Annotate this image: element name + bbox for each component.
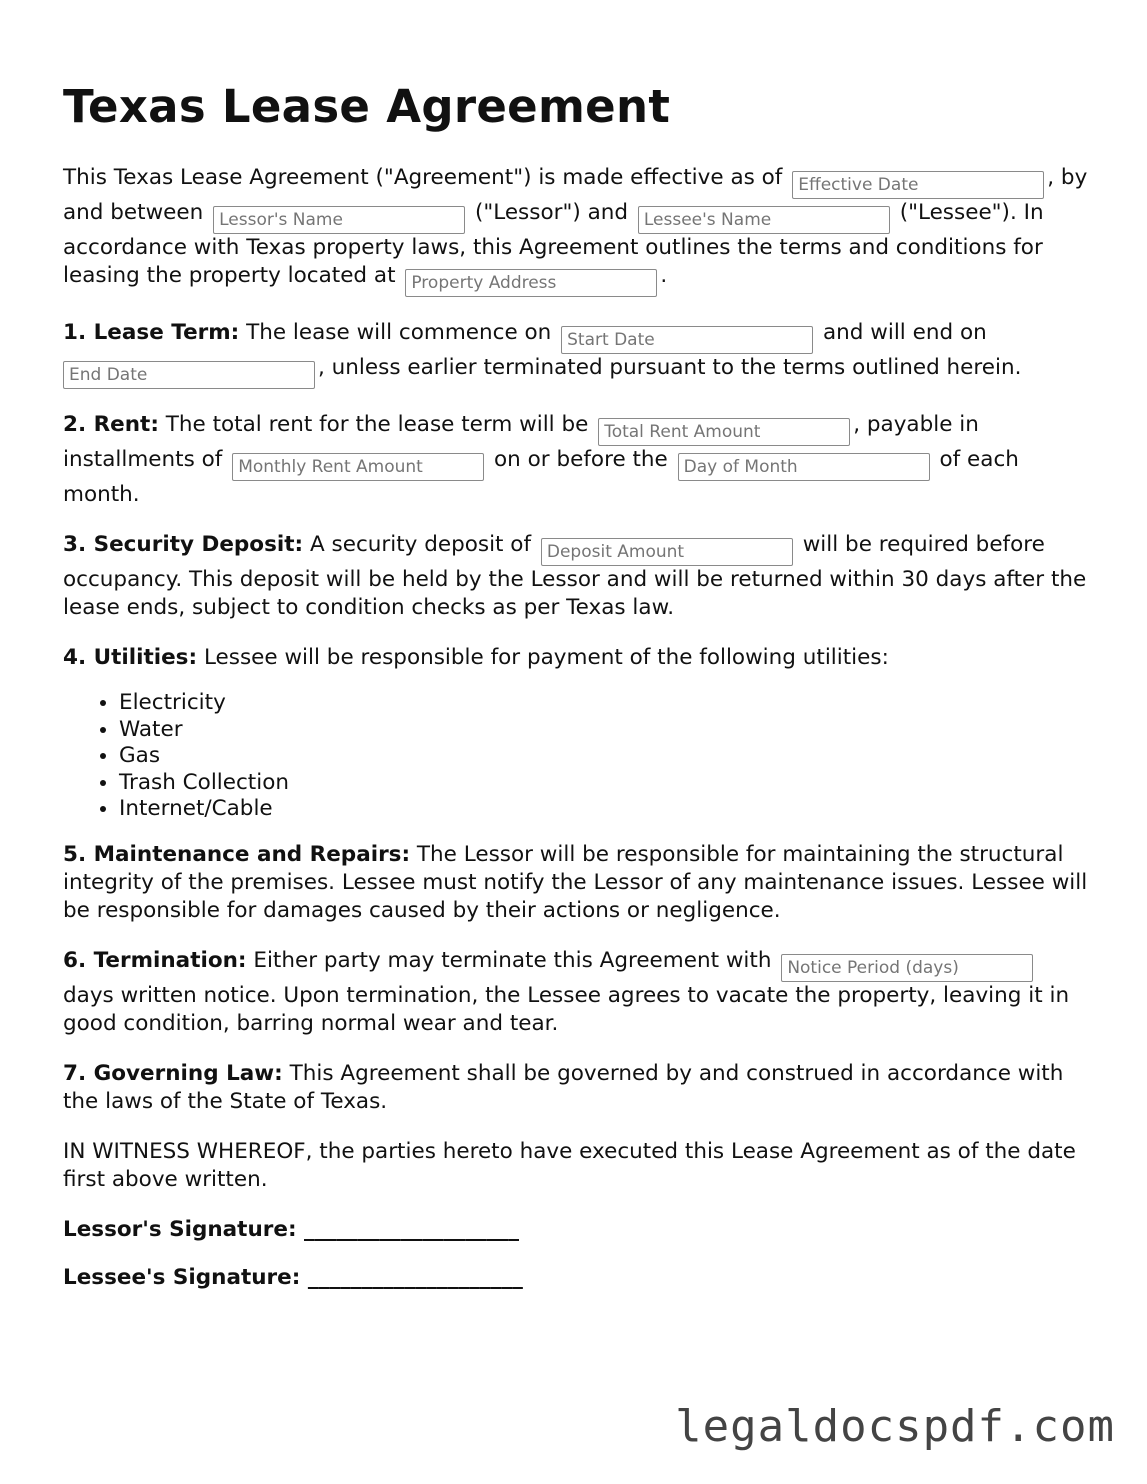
total-rent-field[interactable] bbox=[598, 418, 850, 446]
termination-section bbox=[63, 947, 1088, 1038]
watermark: legaldocspdf.com bbox=[675, 1401, 1115, 1452]
intro-text-5: ("Lessee"). In accordance with Texas property laws, this Agreement outlines the terms and conditions for leasing the property located at bbox=[63, 200, 1044, 288]
list-item: • Water bbox=[119, 717, 1088, 744]
lessor-signature-line: Lessor's Signature: ____________________ bbox=[63, 1216, 520, 1242]
intro-text-1: This Texas Lease Agreement ("Agreement") is made effective as of bbox=[63, 165, 783, 190]
governing-law-heading: 7. Governing Law: bbox=[63, 1060, 283, 1086]
monthly-rent-field[interactable] bbox=[232, 453, 484, 481]
day-of-month-field[interactable] bbox=[678, 453, 930, 481]
lease-term-section bbox=[63, 319, 1088, 389]
security-deposit-text-1: A security deposit of bbox=[309, 532, 532, 557]
utilities-text: Lessee will be responsible for payment of the following utilities: bbox=[203, 645, 889, 670]
list-item: • Electricity bbox=[119, 690, 1088, 717]
rent-text-2: , payable in installments of bbox=[63, 412, 979, 472]
security-deposit-text-2: will be required before occupancy. This deposit will be held by the Lessor and will be returned within 30 days after the lease ends, subject to condition checks as per Texas law. bbox=[63, 532, 1087, 620]
start-date-field[interactable] bbox=[561, 326, 813, 354]
lease-term-heading: 1. Lease Term: bbox=[63, 320, 240, 345]
rent-section bbox=[63, 411, 1088, 509]
rent-text-1: The total rent for the lease term will be bbox=[165, 412, 589, 437]
intro-text-3: by and between bbox=[63, 165, 1088, 225]
termination-text-2: days written notice. Upon termination, the Lessee agrees to vacate the property, leaving it in good condition, barring normal wear and tear. bbox=[63, 982, 1070, 1036]
termination-text-1: Either party may terminate this Agreement with bbox=[253, 947, 772, 973]
end-date-field[interactable] bbox=[63, 361, 315, 389]
notice-period-field[interactable] bbox=[781, 954, 1033, 982]
utilities-list bbox=[63, 690, 1088, 823]
governing-law-section bbox=[63, 1060, 1088, 1116]
document bbox=[63, 76, 1088, 1312]
security-deposit-section bbox=[63, 531, 1088, 622]
governing-law-text: This Agreement shall be governed by and construed in accordance with the laws of the State of Texas. bbox=[63, 1060, 1064, 1114]
lease-term-text-3: , unless earlier terminated pursuant to the terms outlined herein. bbox=[318, 355, 1022, 380]
maintenance-section bbox=[63, 841, 1088, 925]
lease-term-text-1: The lease will commence on bbox=[246, 320, 552, 345]
witness-paragraph: IN WITNESS WHEREOF, the parties hereto have executed this Lease Agreement as of the date first above written. bbox=[63, 1138, 1076, 1192]
lessor-name-field[interactable] bbox=[213, 206, 465, 234]
lease-term-text-2: and will end on bbox=[822, 320, 987, 345]
list-item: • Trash Collection bbox=[119, 770, 1088, 797]
security-deposit-heading: 3. Security Deposit: bbox=[63, 532, 304, 557]
deposit-amount-field[interactable] bbox=[541, 538, 793, 566]
page-title: Texas Lease Agreement bbox=[63, 80, 671, 133]
lessee-name-field[interactable] bbox=[638, 206, 890, 234]
utilities-heading: 4. Utilities: bbox=[63, 645, 198, 670]
rent-text-3: on or before the bbox=[494, 447, 668, 472]
intro-text-6: . bbox=[660, 263, 668, 288]
utilities-section bbox=[63, 644, 1088, 672]
list-item: • Internet/Cable bbox=[119, 796, 1088, 823]
rent-text-4: of each month. bbox=[63, 447, 1019, 507]
maintenance-text: The Lessor will be responsible for maintaining the structural integrity of the premises. Lessee must notify the Lessor of any maintenance issues. Lessee will be responsible for damages caused by their actions or negligence. bbox=[63, 841, 1088, 923]
rent-heading: 2. Rent: bbox=[63, 412, 159, 437]
maintenance-heading: 5. Maintenance and Repairs: bbox=[63, 841, 411, 867]
lessee-signature-line: Lessee's Signature: ____________________ bbox=[63, 1264, 523, 1290]
list-item: • Gas bbox=[119, 743, 1088, 770]
intro-paragraph bbox=[63, 164, 1088, 297]
intro-text-2: , bbox=[1047, 165, 1055, 190]
termination-heading: 6. Termination: bbox=[63, 947, 247, 973]
effective-date-field[interactable] bbox=[792, 171, 1044, 199]
intro-text-4: ("Lessor") and bbox=[474, 200, 629, 225]
property-address-field[interactable] bbox=[405, 269, 657, 297]
